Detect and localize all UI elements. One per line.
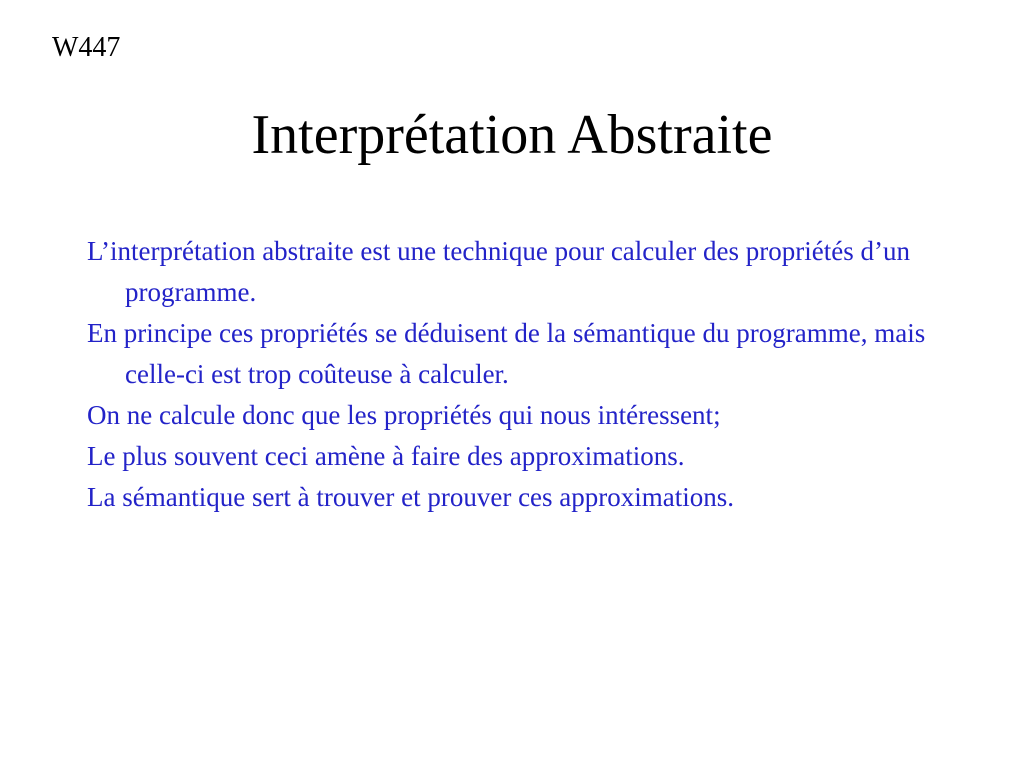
slide-body — [87, 231, 987, 518]
body-paragraph: On ne calcule donc que les propriétés qui nous intéressent; — [87, 400, 721, 430]
slide-title: Interprétation Abstraite — [251, 104, 773, 166]
body-paragraph: En principe ces propriétés se déduisent de la sémantique du programme, mais celle-ci est trop coûteuse à calculer. — [87, 318, 926, 389]
body-paragraph: Le plus souvent ceci amène à faire des approximations. — [87, 441, 685, 471]
slide-corner-label: W447 — [52, 32, 121, 63]
body-paragraph: L’interprétation abstraite est une technique pour calculer des propriétés d’un programme. — [87, 236, 910, 307]
body-paragraph: La sémantique sert à trouver et prouver ces approximations. — [87, 482, 735, 512]
